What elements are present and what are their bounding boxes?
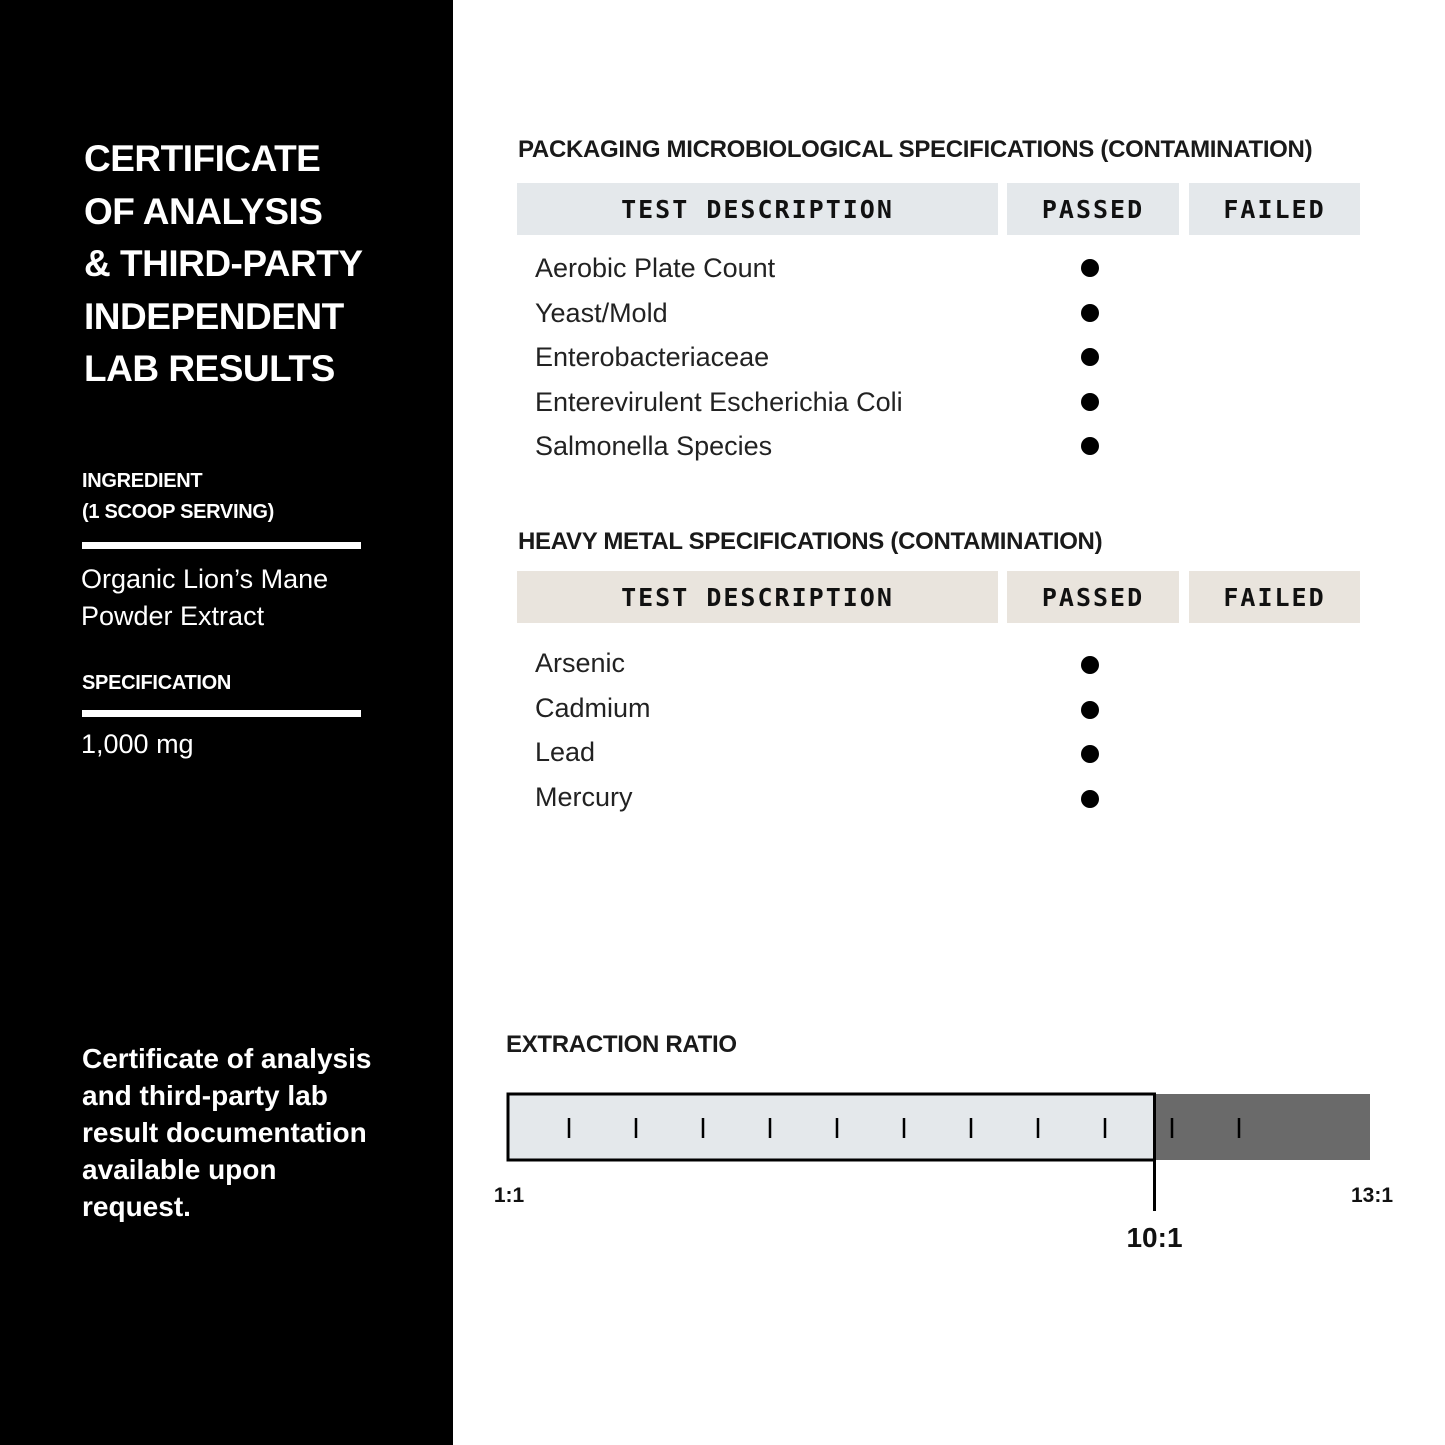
note-line: request. — [82, 1191, 191, 1222]
passed-indicator-icon — [1081, 701, 1099, 719]
ingredient-value-line: Organic Lion’s Mane — [81, 564, 329, 594]
header-failed: FAILED — [1189, 571, 1360, 623]
test-row-label: Arsenic — [535, 648, 626, 678]
test-row-label: Mercury — [535, 781, 633, 812]
header-failed: FAILED — [1189, 183, 1360, 235]
specification-label: SPECIFICATION — [82, 672, 232, 694]
ingredient-label-line: (1 SCOOP SERVING) — [82, 501, 274, 523]
test-row-label: Cadmium — [535, 692, 651, 723]
note-line: and third-party lab — [82, 1080, 328, 1111]
ratio-fill-bar — [508, 1094, 1155, 1160]
microbiological-title: PACKAGING MICROBIOLOGICAL SPECIFICATIONS (CONTAMINATION) — [518, 136, 1313, 163]
title-line: CERTIFICATE — [84, 138, 321, 179]
title-line: LAB RESULTS — [84, 348, 335, 389]
specification-value: 1,000 mg — [81, 729, 194, 759]
header-test-description: TEST DESCRIPTION — [517, 183, 998, 235]
passed-indicator-icon — [1081, 259, 1099, 277]
passed-indicator-icon — [1081, 393, 1099, 411]
header-passed: PASSED — [1007, 571, 1179, 623]
test-row-label: Lead — [535, 737, 596, 768]
heavy-metal-title: HEAVY METAL SPECIFICATIONS (CONTAMINATION) — [518, 528, 1103, 555]
note-line: Certificate of analysis — [82, 1043, 372, 1074]
ratio-min-label: 1:1 — [493, 1184, 525, 1207]
passed-indicator-icon — [1081, 437, 1099, 455]
ratio-remainder-bar — [1155, 1094, 1371, 1160]
header-test-description: TEST DESCRIPTION — [517, 571, 998, 623]
note-line: available upon — [82, 1154, 277, 1185]
title-line: OF ANALYSIS — [84, 190, 323, 232]
passed-indicator-icon — [1081, 656, 1099, 674]
ingredient-value — [81, 561, 328, 635]
ingredient-label — [82, 466, 274, 528]
ratio-value-label: 10:1 — [1126, 1222, 1183, 1253]
availability-note — [82, 1040, 412, 1225]
passed-indicator-icon — [1081, 745, 1099, 763]
passed-indicator-icon — [1081, 304, 1099, 322]
passed-indicator-icon — [1081, 790, 1099, 808]
note-line: result documentation — [82, 1117, 367, 1148]
extraction-ratio-title: EXTRACTION RATIO — [506, 1031, 737, 1058]
test-row-label: Salmonella Species — [535, 431, 773, 462]
header-passed: PASSED — [1007, 183, 1179, 235]
test-row-label: Enterevirulent Escherichia Coli — [535, 386, 903, 417]
ratio-ticks — [569, 1118, 1239, 1138]
title-line: INDEPENDENT — [84, 295, 344, 337]
test-row-label: Enterobacteriaceae — [535, 342, 770, 373]
ingredient-divider — [82, 542, 361, 549]
test-row-label: Aerobic Plate Count — [535, 253, 776, 283]
passed-indicator-icon — [1081, 348, 1099, 366]
certificate-title — [84, 133, 434, 396]
test-row-label: Yeast/Mold — [535, 297, 668, 328]
ingredient-value-line: Powder Extract — [81, 601, 265, 631]
sidebar — [0, 0, 453, 1445]
title-line: & THIRD-PARTY — [84, 243, 363, 284]
specification-divider — [82, 710, 361, 717]
ingredient-label-line: INGREDIENT — [82, 470, 203, 492]
ratio-max-label: 13:1 — [1350, 1184, 1394, 1207]
